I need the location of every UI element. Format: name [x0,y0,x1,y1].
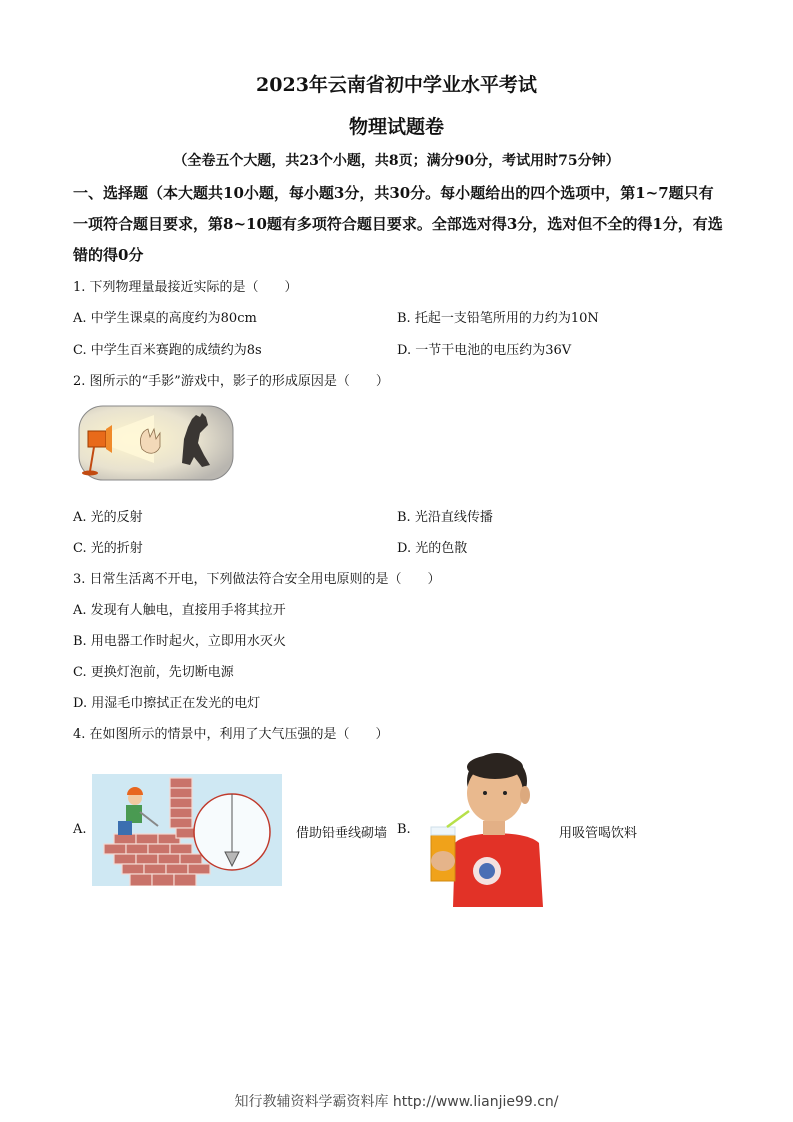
q3-option-d: D. 用湿毛巾擦拭正在发光的电灯 [73,696,261,711]
exam-title: 2023年云南省初中学业水平考试 [256,74,537,96]
q1-option-a: A. 中学生课桌的高度约为80cm [73,311,257,326]
q4-option-a-text: 借助铅垂线砌墙 [296,826,388,841]
section-heading: 一、选择题（本大题共10小题，每小题3分，共30分。每小题给出的四个选项中，第1~7题只有一项符合题目要求，第8~10题有多项符合题目要求。全部选对得3分，选对但不全的得1分，有选错的得0分 [73,184,723,264]
q1-option-c: C. 中学生百米赛跑的成绩约为8s [73,343,262,358]
question-2-stem: 2. 图所示的“手影”游戏中，影子的形成原因是（ ） [73,374,389,389]
boy-drinking-straw-figure [425,751,545,907]
q4-option-a-label: A. [73,822,87,837]
question-3-stem: 3. 日常生活离不开电，下列做法符合安全用电原则的是（ ） [73,572,441,587]
plumb-line-wall-figure [92,774,282,886]
q4-option-b-text: 用吸管喝饮料 [559,826,638,841]
exam-subtitle: 物理试题卷 [348,116,444,138]
q3-option-c: C. 更换灯泡前，先切断电源 [73,665,234,680]
q1-option-b: B. 托起一支铅笔所用的力约为10N [397,311,599,326]
hand-shadow-figure [76,403,236,483]
footer-watermark: 知行教辅资料学霸资料库 http://www.lianjie99.cn/ [234,1094,559,1110]
exam-note: （全卷五个大题，共23个小题，共8页；满分90分，考试用时75分钟） [173,153,620,169]
question-1-stem: 1. 下列物理量最接近实际的是（ ） [73,280,298,295]
q2-option-d: D. 光的色散 [397,541,468,556]
q3-option-a: A. 发现有人触电，直接用手将其拉开 [73,603,286,618]
question-4-stem: 4. 在如图所示的情景中，利用了大气压强的是（ ） [73,727,389,742]
q3-option-b: B. 用电器工作时起火，立即用水灭火 [73,634,286,649]
q1-option-d: D. 一节干电池的电压约为36V [397,343,572,358]
q4-option-b-label: B. [397,822,411,837]
q2-option-b: B. 光沿直线传播 [397,510,493,525]
q2-option-c: C. 光的折射 [73,541,143,556]
q2-option-a: A. 光的反射 [73,510,143,525]
